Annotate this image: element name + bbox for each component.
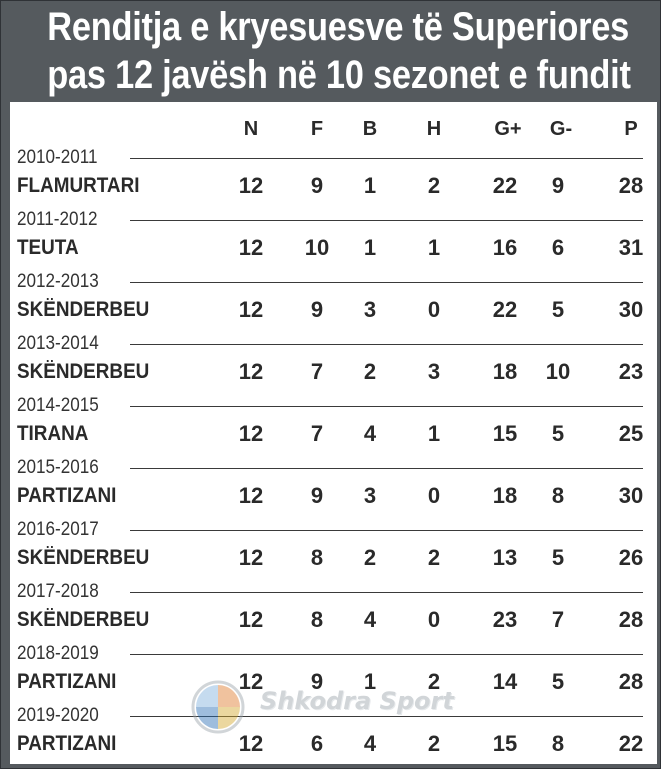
team-name: SKËNDERBEU [17, 546, 150, 569]
stat-gp: 13 [492, 545, 518, 570]
season-label: 2012-2013 [17, 271, 99, 292]
divider-line [130, 654, 643, 655]
stat-gp: 18 [492, 483, 518, 508]
table-row [10, 543, 657, 573]
stat-p: 23 [618, 359, 644, 384]
stat-h: 2 [427, 731, 441, 756]
stat-f: 6 [310, 731, 324, 756]
stat-gm: 5 [551, 297, 565, 322]
stat-p: 22 [618, 731, 644, 756]
stat-gm: 10 [545, 359, 571, 384]
season-divider [10, 581, 657, 603]
season-label: 2015-2016 [17, 457, 99, 478]
stat-gp: 16 [492, 235, 518, 260]
table-row [10, 605, 657, 635]
stat-gm: 9 [551, 173, 565, 198]
stat-f: 9 [310, 173, 324, 198]
team-name: SKËNDERBEU [17, 298, 150, 321]
stat-b: 1 [363, 173, 377, 198]
stat-p: 30 [618, 297, 644, 322]
stat-n: 12 [238, 669, 264, 694]
stat-f: 7 [310, 421, 324, 446]
stat-f: 8 [310, 607, 324, 632]
table-header [10, 118, 657, 144]
stat-n: 12 [238, 607, 264, 632]
stat-n: 12 [238, 545, 264, 570]
season-label: 2014-2015 [17, 395, 99, 416]
header-n: N [243, 118, 259, 140]
season-divider [10, 333, 657, 355]
stat-n: 12 [238, 235, 264, 260]
stat-n: 12 [238, 359, 264, 384]
team-name: PARTIZANI [17, 670, 117, 693]
team-name: SKËNDERBEU [17, 360, 150, 383]
stat-f: 9 [310, 669, 324, 694]
season-label: 2013-2014 [17, 333, 99, 354]
stat-gp: 15 [492, 421, 518, 446]
stat-gp: 18 [492, 359, 518, 384]
stat-gm: 5 [551, 421, 565, 446]
stat-f: 9 [310, 297, 324, 322]
header-goals-for: G+ [494, 118, 522, 140]
page-title [1, 3, 661, 103]
stat-b: 4 [363, 421, 377, 446]
table-row [10, 233, 657, 263]
stat-gp: 15 [492, 731, 518, 756]
stat-f: 9 [310, 483, 324, 508]
stat-p: 31 [618, 235, 644, 260]
title-line-2: pas 12 javësh në 10 sezonet e fundit [47, 53, 631, 97]
header-goals-against: G- [549, 118, 573, 140]
divider-line [130, 592, 643, 593]
divider-line [130, 344, 643, 345]
team-name: TEUTA [17, 236, 79, 259]
stat-n: 12 [238, 297, 264, 322]
season-label: 2011-2012 [17, 209, 98, 230]
stat-h: 3 [427, 359, 441, 384]
stat-h: 0 [427, 483, 441, 508]
stat-b: 4 [363, 607, 377, 632]
season-divider [10, 209, 657, 231]
stat-h: 1 [427, 235, 441, 260]
season-label: 2016-2017 [17, 519, 99, 540]
stat-f: 10 [304, 235, 330, 260]
stat-n: 12 [238, 173, 264, 198]
divider-line [130, 530, 643, 531]
stat-gp: 23 [492, 607, 518, 632]
stat-h: 1 [427, 421, 441, 446]
stat-gm: 8 [551, 731, 565, 756]
stat-f: 7 [310, 359, 324, 384]
stat-p: 28 [618, 607, 644, 632]
season-label: 2017-2018 [17, 581, 99, 602]
stat-f: 8 [310, 545, 324, 570]
season-divider [10, 271, 657, 293]
table-row [10, 171, 657, 201]
stat-b: 2 [363, 545, 377, 570]
team-name: PARTIZANI [17, 732, 117, 755]
stat-b: 1 [363, 669, 377, 694]
stat-h: 2 [427, 545, 441, 570]
divider-line [130, 406, 643, 407]
stat-h: 2 [427, 173, 441, 198]
stat-gm: 5 [551, 669, 565, 694]
stat-gm: 7 [551, 607, 565, 632]
season-divider [10, 457, 657, 479]
stat-n: 12 [238, 421, 264, 446]
stat-b: 3 [363, 297, 377, 322]
season-divider [10, 395, 657, 417]
table-row [10, 729, 657, 759]
header-f: F [310, 118, 324, 140]
header-points: P [624, 118, 638, 140]
watermark-text: Shkodra Sport [260, 687, 454, 715]
stat-b: 3 [363, 483, 377, 508]
team-name: TIRANA [17, 422, 89, 445]
title-line-1: Renditja e kryesuesve të Superiores [47, 5, 630, 49]
stat-p: 26 [618, 545, 644, 570]
stat-gp: 14 [492, 669, 518, 694]
table-row [10, 419, 657, 449]
stat-gp: 22 [492, 173, 518, 198]
stat-p: 30 [618, 483, 644, 508]
team-name: SKËNDERBEU [17, 608, 150, 631]
standings-table [10, 102, 657, 764]
stat-p: 25 [618, 421, 644, 446]
stat-b: 4 [363, 731, 377, 756]
table-row [10, 295, 657, 325]
table-row [10, 357, 657, 387]
divider-line [130, 716, 643, 717]
table-row [10, 667, 657, 697]
stat-n: 12 [238, 731, 264, 756]
stat-gm: 8 [551, 483, 565, 508]
team-name: PARTIZANI [17, 484, 117, 507]
season-label: 2010-2011 [17, 147, 98, 168]
stat-h: 0 [427, 297, 441, 322]
season-label: 2019-2020 [17, 705, 99, 726]
season-label: 2018-2019 [17, 643, 99, 664]
season-divider [10, 705, 657, 727]
stat-h: 2 [427, 669, 441, 694]
stat-p: 28 [618, 173, 644, 198]
stat-b: 1 [363, 235, 377, 260]
stat-p: 28 [618, 669, 644, 694]
stat-gm: 6 [551, 235, 565, 260]
divider-line [130, 282, 643, 283]
stat-h: 0 [427, 607, 441, 632]
team-name: FLAMURTARI [17, 174, 140, 197]
stat-gm: 5 [551, 545, 565, 570]
stat-gp: 22 [492, 297, 518, 322]
stat-n: 12 [238, 483, 264, 508]
divider-line [130, 220, 643, 221]
stat-b: 2 [363, 359, 377, 384]
divider-line [130, 468, 643, 469]
season-divider [10, 147, 657, 169]
table-row [10, 481, 657, 511]
header-h: H [426, 118, 442, 140]
season-divider [10, 519, 657, 541]
header-b: B [362, 118, 378, 140]
divider-line [130, 158, 643, 159]
season-divider [10, 643, 657, 665]
